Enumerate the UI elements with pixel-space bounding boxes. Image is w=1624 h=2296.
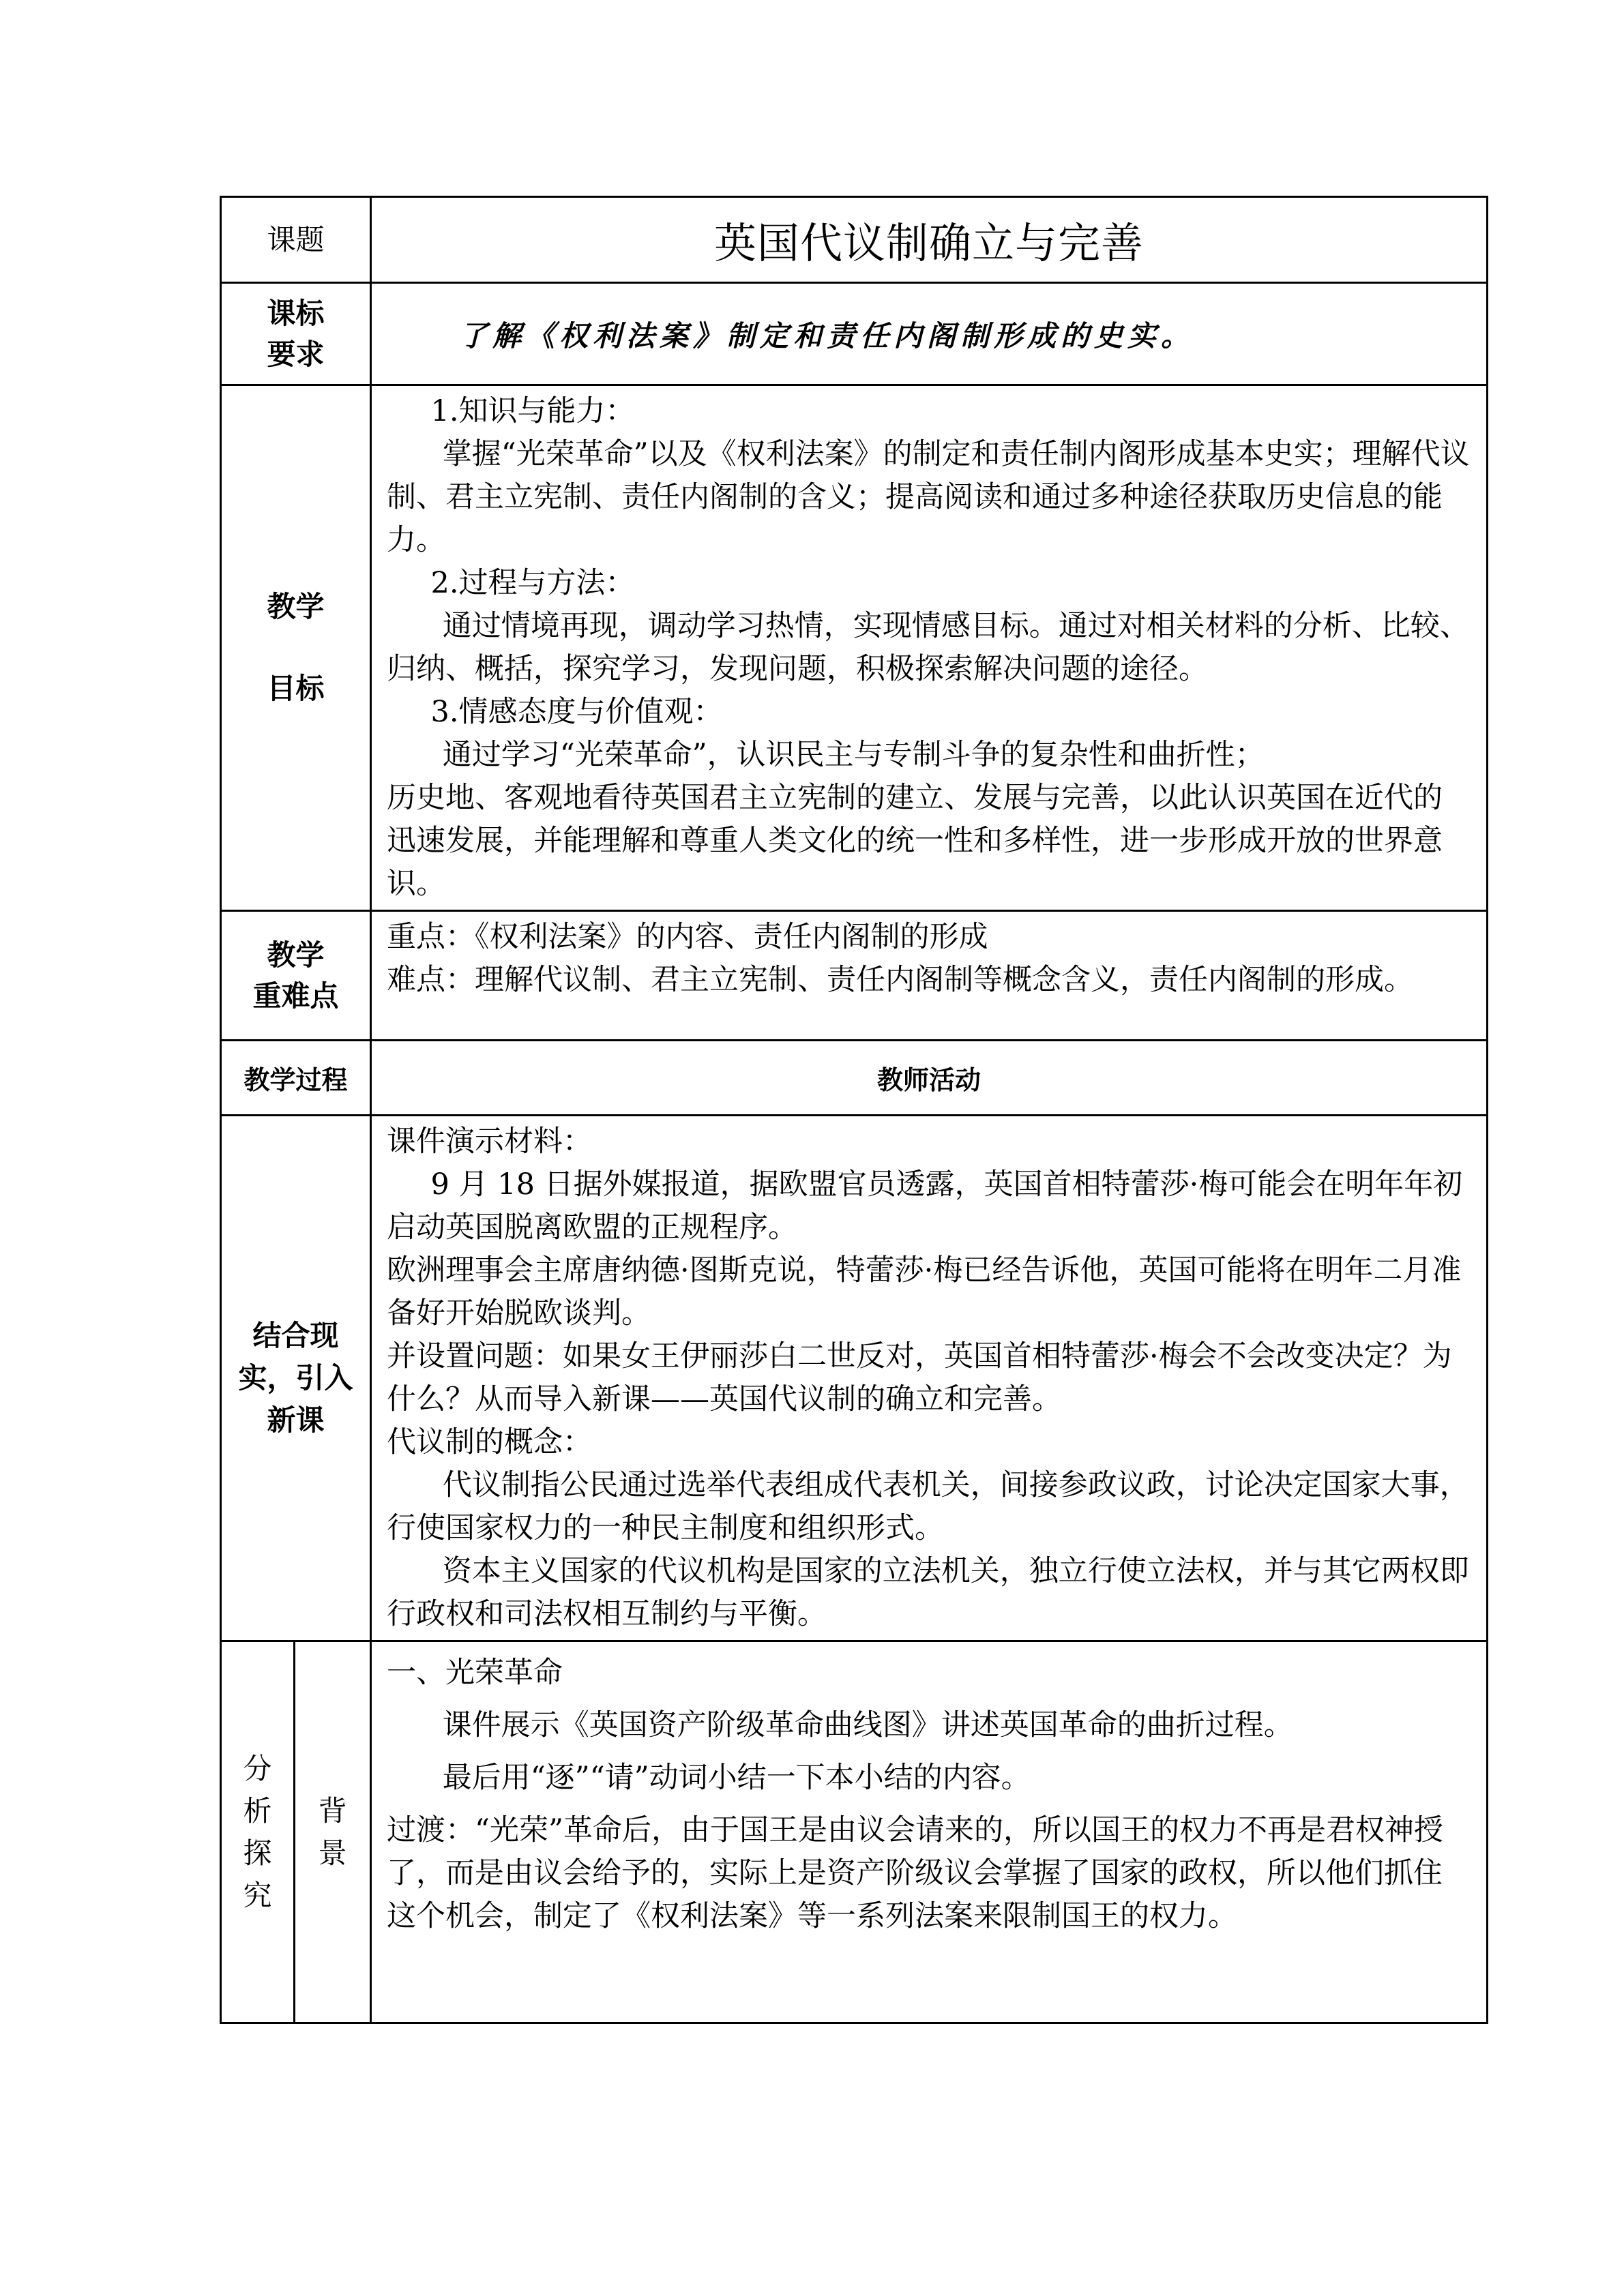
intro-text: 9 月 18 日据外媒报道，据欧盟官员透露，英国首相特蕾莎·梅可能会在明年年初启动英国脱离欧盟的正规程序。	[387, 1167, 1463, 1244]
intro-text: 并设置问题：如果女王伊丽莎白二世反对，英国首相特蕾莎·梅会不会改变决定？为什么？从而导入新课——英国代议制的确立和完善。	[387, 1339, 1452, 1416]
requirement-label	[221, 283, 371, 385]
intro-row	[221, 1116, 1488, 1641]
analysis-outer-label	[221, 1641, 295, 2023]
key-points-label-line1: 教学	[267, 938, 325, 972]
analysis-text: 最后用“逐”“请”动词小结一下本小结的内容。	[442, 1761, 1031, 1795]
objectives-content	[371, 385, 1488, 911]
requirement-label-line2: 要求	[267, 337, 325, 371]
key-points-label-line2: 重难点	[252, 979, 339, 1013]
analysis-outer-char: 究	[243, 1878, 272, 1912]
lesson-plan-table	[220, 196, 1488, 2024]
analysis-content	[371, 1641, 1488, 2023]
key-points-label	[221, 911, 371, 1041]
process-header-label: 教学过程	[221, 1041, 371, 1116]
objectives-label	[221, 385, 371, 911]
analysis-row	[221, 1641, 1488, 2023]
topic-row	[221, 197, 1488, 283]
analysis-section-heading: 一、光荣革命	[387, 1656, 563, 1690]
analysis-text: 课件展示《英国资产阶级革命曲线图》讲述英国革命的曲折过程。	[442, 1708, 1293, 1742]
objective-heading: 1.知识与能力：	[430, 394, 635, 428]
analysis-outer-char: 析	[243, 1793, 272, 1828]
intro-label-line3: 新课	[267, 1403, 325, 1437]
intro-text: 代议制指公民通过选举代表组成代表机关，间接参政议政，讨论决定国家大事，行使国家权力的一种民主制度和组织形式。	[387, 1468, 1469, 1545]
requirement-value: 了解《权利法案》制定和责任内阁制形成的史实。	[371, 283, 1488, 385]
lesson-plan-document	[220, 196, 1486, 2024]
intro-text: 资本主义国家的代议机构是国家的立法机关，独立行使立法权，并与其它两权即行政权和司法权相互制约与平衡。	[387, 1554, 1469, 1631]
analysis-inner-label	[295, 1641, 371, 2023]
objective-heading: 2.过程与方法：	[430, 566, 635, 600]
analysis-inner-char: 背	[318, 1793, 347, 1828]
key-points-row	[221, 911, 1488, 1041]
objective-heading: 3.情感态度与价值观：	[430, 695, 723, 729]
key-point-difficulty: 难点：理解代议制、君主立宪制、责任内阁制等概念含义，责任内阁制的形成。	[387, 963, 1414, 997]
teacher-activity-header: 教师活动	[371, 1041, 1488, 1116]
analysis-inner-char: 景	[318, 1836, 347, 1870]
objectives-label-line2: 目标	[267, 672, 325, 705]
objective-text: 掌握“光荣革命”以及《权利法案》的制定和责任制内阁形成基本史实；理解代议制、君主立宪制、责任内阁制的含义；提高阅读和通过多种途径获取历史信息的能力。	[387, 437, 1470, 557]
objective-text: 历史地、客观地看待英国君主立宪制的建立、发展与完善，以此认识英国在近代的迅速发展，并能理解和尊重人类文化的统一性和多样性，进一步形成开放的世界意识。	[387, 781, 1443, 901]
intro-label-line1: 结合现	[252, 1319, 339, 1352]
objectives-label-line1: 教学	[267, 590, 325, 623]
process-header-row	[221, 1041, 1488, 1116]
intro-content	[371, 1116, 1488, 1641]
analysis-text: 过渡：“光荣”革命后，由于国王是由议会请来的，所以国王的权力不再是君权神授了，而是由议会给予的，实际上是资产阶级议会掌握了国家的政权，所以他们抓住这个机会，制定了《权利法案》等一系列法案来限制国王的权力。	[387, 1813, 1443, 1933]
objective-text: 通过情境再现，调动学习热情，实现情感目标。通过对相关材料的分析、比较、归纳、概括，探究学习，发现问题，积极探索解决问题的途径。	[387, 609, 1469, 686]
objective-text: 通过学习“光荣革命”，认识民主与专制斗争的复杂性和曲折性；	[442, 738, 1265, 772]
intro-text: 课件演示材料：	[387, 1124, 593, 1159]
intro-label	[221, 1116, 371, 1641]
objectives-row	[221, 385, 1488, 911]
requirement-row	[221, 283, 1488, 385]
key-points-content	[371, 911, 1488, 1041]
page-title: 英国代议制确立与完善	[371, 197, 1488, 283]
analysis-outer-char: 分	[243, 1751, 272, 1785]
intro-text: 代议制的概念：	[387, 1425, 593, 1459]
topic-label: 课题	[221, 197, 371, 283]
analysis-outer-char: 探	[243, 1836, 272, 1870]
intro-label-line2: 实，引入	[238, 1361, 353, 1395]
key-point-focus: 重点：《权利法案》的内容、责任内阁制的形成	[387, 920, 988, 954]
requirement-label-line1: 课标	[267, 296, 325, 330]
intro-text: 欧洲理事会主席唐纳德·图斯克说，特蕾莎·梅已经告诉他，英国可能将在明年二月准备好开始脱欧谈判。	[387, 1253, 1462, 1330]
